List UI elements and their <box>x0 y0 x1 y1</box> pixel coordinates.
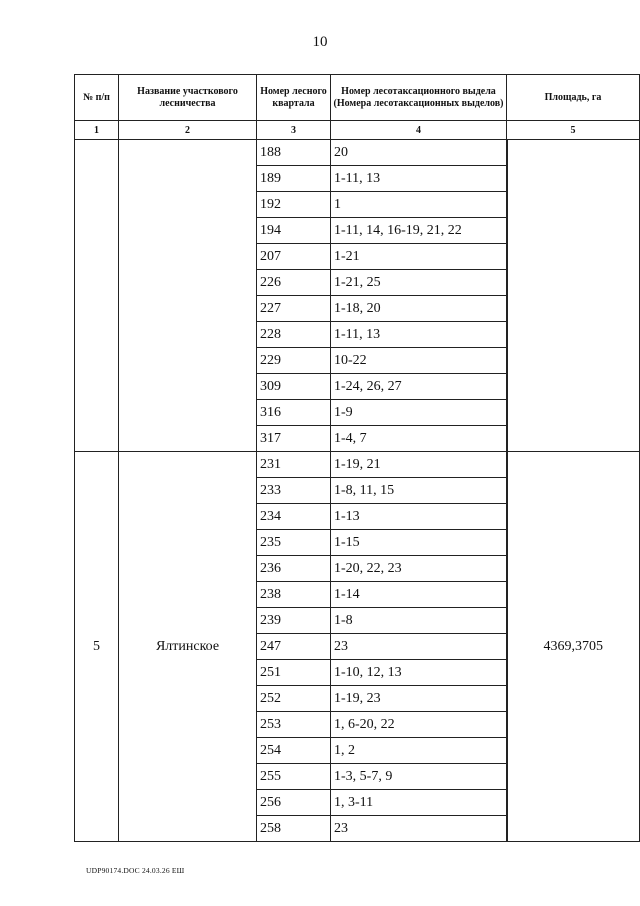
quarter-cell: 188 <box>257 140 331 166</box>
quarter-cell: 253 <box>257 712 331 738</box>
table-row <box>75 452 640 478</box>
quarter-cell: 247 <box>257 634 331 660</box>
quarter-cell: 255 <box>257 764 331 790</box>
plots-cell: 1-8 <box>331 608 507 634</box>
column-number: 5 <box>507 121 640 140</box>
column-number: 3 <box>257 121 331 140</box>
plots-cell: 1-24, 26, 27 <box>331 374 507 400</box>
quarter-cell: 194 <box>257 218 331 244</box>
quarter-cell: 234 <box>257 504 331 530</box>
quarter-cell: 254 <box>257 738 331 764</box>
plots-cell: 1-10, 12, 13 <box>331 660 507 686</box>
column-number: 4 <box>331 121 507 140</box>
table-row <box>75 140 640 166</box>
quarter-cell: 317 <box>257 426 331 452</box>
quarter-cell: 228 <box>257 322 331 348</box>
plots-cell: 1-14 <box>331 582 507 608</box>
row-number-cell: 5 <box>75 452 119 842</box>
plots-cell: 1-13 <box>331 504 507 530</box>
plots-cell: 1, 6-20, 22 <box>331 712 507 738</box>
quarter-cell: 231 <box>257 452 331 478</box>
plots-cell: 1, 3-11 <box>331 790 507 816</box>
quarter-cell: 258 <box>257 816 331 842</box>
plots-cell: 1-19, 23 <box>331 686 507 712</box>
quarter-cell: 251 <box>257 660 331 686</box>
quarter-cell: 235 <box>257 530 331 556</box>
quarter-cell: 316 <box>257 400 331 426</box>
quarter-cell: 192 <box>257 192 331 218</box>
plots-cell: 20 <box>331 140 507 166</box>
plots-cell: 1-8, 11, 15 <box>331 478 507 504</box>
plots-cell: 1-3, 5-7, 9 <box>331 764 507 790</box>
header-quarter-number: Номер лесного квартала <box>257 75 331 121</box>
forestry-name-cell: Ялтинское <box>119 452 257 842</box>
page-number: 10 <box>312 34 328 50</box>
quarter-cell: 227 <box>257 296 331 322</box>
plots-cell: 1-11, 14, 16-19, 21, 22 <box>331 218 507 244</box>
forestry-name-cell <box>119 140 257 452</box>
quarter-cell: 207 <box>257 244 331 270</box>
quarter-cell: 229 <box>257 348 331 374</box>
plots-cell: 1-18, 20 <box>331 296 507 322</box>
plots-cell: 23 <box>331 816 507 842</box>
quarter-cell: 236 <box>257 556 331 582</box>
plots-cell: 1-19, 21 <box>331 452 507 478</box>
column-number: 1 <box>75 121 119 140</box>
quarter-cell: 226 <box>257 270 331 296</box>
plots-cell: 1-20, 22, 23 <box>331 556 507 582</box>
quarter-cell: 189 <box>257 166 331 192</box>
plots-cell: 1-21, 25 <box>331 270 507 296</box>
area-cell <box>507 140 640 452</box>
plots-cell: 1-21 <box>331 244 507 270</box>
quarter-cell: 252 <box>257 686 331 712</box>
column-number-row <box>75 121 640 140</box>
quarter-cell: 239 <box>257 608 331 634</box>
quarter-cell: 233 <box>257 478 331 504</box>
plots-cell: 1-4, 7 <box>331 426 507 452</box>
row-number-cell <box>75 140 119 452</box>
forestry-table <box>74 74 640 842</box>
plots-cell: 23 <box>331 634 507 660</box>
header-row <box>75 75 640 121</box>
header-forestry-name: Название участкового лесничества <box>119 75 257 121</box>
plots-cell: 1 <box>331 192 507 218</box>
plots-cell: 1-9 <box>331 400 507 426</box>
header-plot-numbers: Номер лесотаксационного выдела (Номера лесотаксационных выделов) <box>331 75 507 121</box>
plots-cell: 1-11, 13 <box>331 166 507 192</box>
plots-cell: 1-11, 13 <box>331 322 507 348</box>
plots-cell: 1-15 <box>331 530 507 556</box>
header-area: Площадь, га <box>507 75 640 121</box>
quarter-cell: 238 <box>257 582 331 608</box>
column-number: 2 <box>119 121 257 140</box>
area-cell: 4369,3705 <box>507 452 640 842</box>
quarter-cell: 309 <box>257 374 331 400</box>
document-footer: UDP90174.DOC 24.03.26 ЕШ <box>86 866 185 875</box>
plots-cell: 10-22 <box>331 348 507 374</box>
header-number: № п/п <box>75 75 119 121</box>
plots-cell: 1, 2 <box>331 738 507 764</box>
quarter-cell: 256 <box>257 790 331 816</box>
